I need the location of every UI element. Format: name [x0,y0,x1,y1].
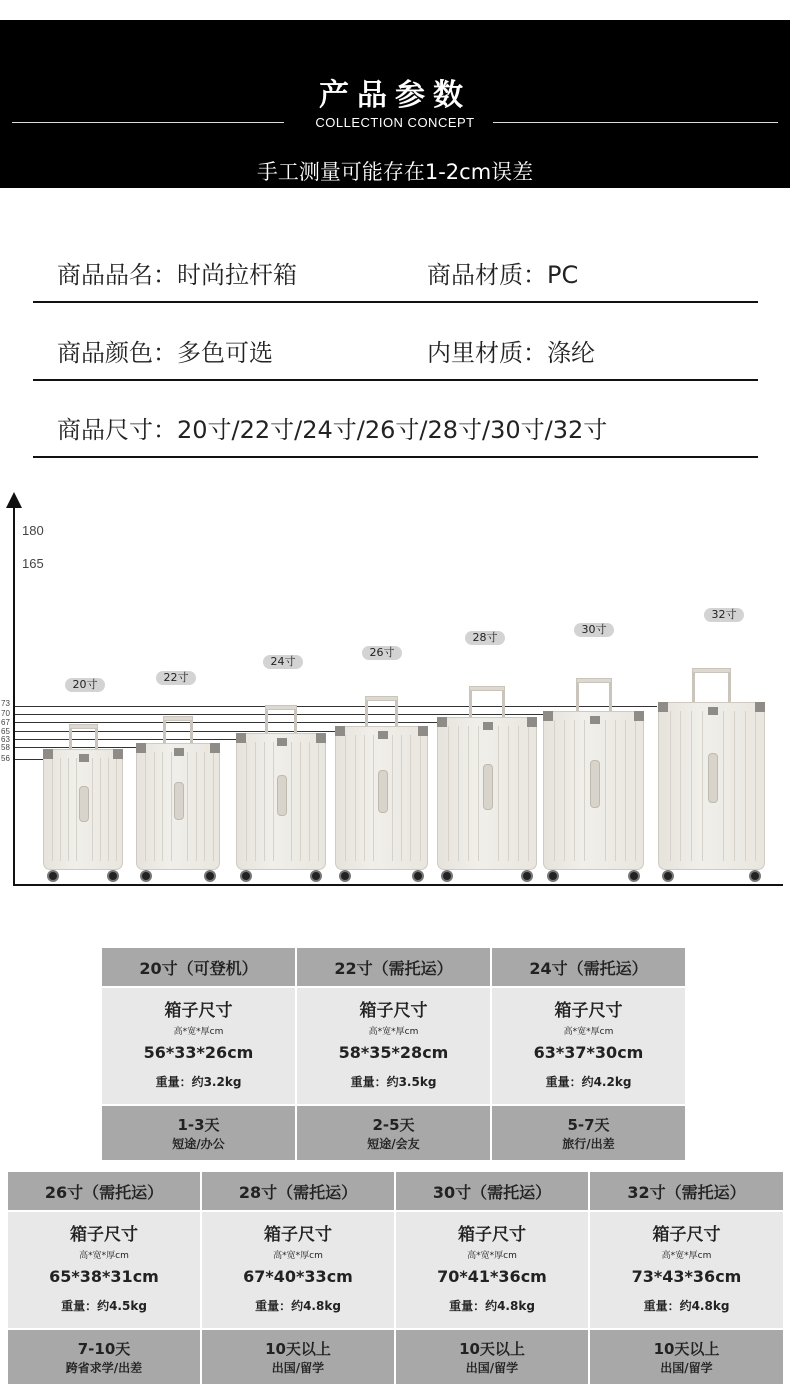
dims-value: 56*33*26cm [143,1043,254,1062]
y-tick-58: 58 [1,743,10,752]
wheel-icon [412,870,424,882]
suitcase-shell [236,733,326,870]
trip-days: 10天以上 [653,1340,720,1358]
weight-line [590,1295,783,1314]
side-grip [483,764,493,810]
shell-rib [273,742,274,861]
brand-badge [708,707,718,715]
weight-line [492,1071,685,1090]
weight-value: 约4.5kg [97,1299,147,1313]
dims-label: 高*宽*厚cm [273,1251,323,1261]
corner-guard [210,743,220,753]
trolley-handle [163,716,193,721]
wheel-icon [441,870,453,882]
spec-foot [297,1106,490,1160]
param-size-label: 商品尺寸： [57,416,177,444]
param-divider [33,379,758,381]
shell-rib [605,720,606,861]
spec-foot [102,1106,295,1160]
height-guide-line [15,759,43,760]
shell-rib [246,742,247,861]
trolley-handle [265,705,297,710]
param-size [57,410,607,445]
dims-label: 高*宽*厚cm [173,1027,224,1037]
param-name-value: 时尚拉杆箱 [177,261,297,289]
corner-guard [113,749,123,759]
param-divider [33,456,758,458]
shell-rib [264,742,265,861]
param-lining-value: 涤纶 [547,339,595,367]
box-size-title: 箱子尺寸 [554,1001,623,1021]
suitcase-shell [437,717,537,870]
param-color-value: 多色可选 [177,339,273,367]
case-label-26: 26寸 [362,646,402,660]
box-size-title: 箱子尺寸 [164,1001,233,1021]
param-name-label: 商品品名： [57,261,177,289]
suitcase [335,696,428,882]
spec-head: 22寸（需托运） [297,948,490,986]
shell-rib [68,758,69,861]
shell-rib [691,711,692,861]
wheel-icon [140,870,152,882]
header-subtitle: COLLECTION CONCEPT [315,115,475,130]
trip-use: 旅行/出差 [562,1137,615,1151]
spec-table-bottom [8,1172,783,1384]
shell-rib [680,711,681,861]
shell-rib [584,720,585,861]
weight-value: 约4.8kg [679,1299,730,1313]
shell-rib [108,758,109,861]
trolley-handle [692,668,731,673]
suitcase [136,716,220,882]
trip-use: 短途/办公 [172,1137,225,1151]
weight-label: 重量： [155,1075,192,1089]
shell-rib [745,711,746,861]
suitcase-shell [658,702,765,870]
box-size-title: 箱子尺寸 [458,1225,526,1245]
y-tick-73: 73 [1,699,10,708]
param-divider [33,301,758,303]
weight-value: 约4.2kg [581,1075,632,1089]
trolley-handle [69,724,98,729]
suitcase [543,678,644,882]
shell-rib [498,726,499,861]
case-label-32: 32寸 [704,608,744,622]
shell-rib [162,752,163,861]
corner-guard [437,717,447,727]
brand-badge [590,716,600,724]
dims-label: 高*宽*厚cm [467,1251,517,1261]
corner-guard [335,726,345,736]
param-color-label: 商品颜色： [57,339,177,367]
weight-line [8,1295,200,1314]
case-label-22: 22寸 [156,671,196,685]
param-material [427,255,578,290]
trolley-handle [365,696,398,701]
side-grip [378,770,388,813]
shell-rib [723,711,724,861]
y-tick-180: 180 [22,523,44,538]
page-title: 产品参数 [319,78,471,113]
param-color [57,333,273,368]
spec-foot [202,1330,394,1384]
shell-rib [213,752,214,861]
trip-use: 出国/留学 [271,1361,325,1375]
side-grip [277,775,287,816]
shell-rib [574,720,575,861]
weight-value: 约4.8kg [291,1299,341,1313]
suitcase [437,686,537,882]
case-label-24: 24寸 [263,655,303,669]
shell-rib [196,752,197,861]
param-name [57,255,297,290]
side-grip [79,786,89,822]
wheel-icon [662,870,674,882]
corner-guard [755,702,765,712]
corner-guard [634,711,644,721]
brand-badge [277,738,287,746]
spec-head: 20寸（可登机） [102,948,295,986]
shell-rib [373,735,374,861]
spec-body [102,988,295,1104]
shell-rib [116,758,117,861]
spec-head: 24寸（需托运） [492,948,685,986]
suitcase-shell [136,743,220,870]
wheel-icon [339,870,351,882]
trip-days: 7-10天 [77,1340,131,1358]
spec-head: 26寸（需托运） [8,1172,200,1210]
wheel-icon [204,870,216,882]
shell-rib [670,711,671,861]
shell-rib [300,742,301,861]
shell-rib [145,752,146,861]
weight-line [202,1295,394,1314]
case-label-28: 28寸 [465,631,505,645]
brand-badge [79,754,89,762]
spec-body [202,1212,394,1328]
shell-rib [702,711,703,861]
spec-table-top [102,948,683,1160]
weight-value: 约3.5kg [386,1075,437,1089]
shell-rib [187,752,188,861]
box-size-title: 箱子尺寸 [359,1001,428,1021]
side-grip [708,753,718,803]
dims-value: 73*43*36cm [631,1267,742,1286]
shell-rib [755,711,756,861]
side-grip [174,782,184,820]
shell-rib [100,758,101,861]
header-banner [0,20,790,188]
box-size-title: 箱子尺寸 [652,1225,721,1245]
corner-guard [527,717,537,727]
trip-days: 10天以上 [459,1340,525,1358]
box-size-title: 箱子尺寸 [264,1225,332,1245]
weight-label: 重量： [449,1299,486,1313]
corner-guard [136,743,146,753]
shell-rib [309,742,310,861]
shell-rib [528,726,529,861]
weight-label: 重量： [545,1075,582,1089]
x-axis [13,884,783,886]
shell-rib [92,758,93,861]
dims-value: 58*35*28cm [338,1043,449,1062]
spec-body [8,1212,200,1328]
spec-head: 32寸（需托运） [590,1172,783,1210]
weight-label: 重量： [255,1299,292,1313]
param-material-label: 商品材质： [427,261,547,289]
shell-rib [508,726,509,861]
brand-badge [174,748,184,756]
shell-rib [420,735,421,861]
shell-rib [204,752,205,861]
trolley-rod [728,672,731,706]
dims-label: 高*宽*厚cm [79,1251,129,1261]
shell-rib [615,720,616,861]
spec-head: 28寸（需托运） [202,1172,394,1210]
y-tick-70: 70 [1,709,10,718]
box-size-title: 箱子尺寸 [70,1225,138,1245]
param-size-value: 20寸/22寸/24寸/26寸/28寸/30寸/32寸 [177,416,608,444]
corner-guard [236,733,246,743]
header-divider-right [493,122,778,123]
spec-foot [590,1330,783,1384]
trip-days: 10天以上 [265,1340,331,1358]
shell-rib [52,758,53,861]
corner-guard [43,749,53,759]
suitcase [236,705,326,882]
suitcase [658,668,765,882]
weight-label: 重量： [350,1075,387,1089]
shell-rib [60,758,61,861]
trip-use: 出国/留学 [465,1361,519,1375]
shell-rib [255,742,256,861]
trolley-rod [692,672,695,706]
dims-value: 65*38*31cm [49,1267,159,1286]
spec-body [297,988,490,1104]
dims-label: 高*宽*厚cm [661,1251,712,1261]
spec-body [396,1212,588,1328]
shell-rib [564,720,565,861]
shell-rib [291,742,292,861]
wheel-icon [107,870,119,882]
y-axis [13,505,15,885]
shell-rib [554,720,555,861]
spec-foot [8,1330,200,1384]
suitcase [43,724,123,882]
y-tick-67: 67 [1,718,10,727]
trip-days: 1-3天 [177,1116,220,1134]
shell-rib [355,735,356,861]
trolley-handle [469,686,505,691]
y-tick-65: 65 [1,727,10,736]
spec-foot [396,1330,588,1384]
trip-days: 2-5天 [372,1116,415,1134]
side-grip [590,760,600,808]
spec-body [492,988,685,1104]
param-lining [427,333,595,368]
shell-rib [635,720,636,861]
shell-rib [401,735,402,861]
case-label-30: 30寸 [574,623,614,637]
wheel-icon [240,870,252,882]
corner-guard [418,726,428,736]
y-tick-165: 165 [22,556,44,571]
shell-rib [410,735,411,861]
trip-days: 5-7天 [567,1116,610,1134]
spec-body [590,1212,783,1328]
shell-rib [392,735,393,861]
trip-use: 跨省求学/出差 [65,1361,143,1375]
shell-rib [518,726,519,861]
trip-use: 短途/会友 [367,1137,420,1151]
shell-rib [458,726,459,861]
corner-guard [316,733,326,743]
shell-rib [448,726,449,861]
y-tick-56: 56 [1,754,10,763]
dims-value: 67*40*33cm [243,1267,353,1286]
weight-label: 重量： [61,1299,98,1313]
suitcase-shell [43,749,123,870]
param-material-value: PC [547,261,579,289]
shell-rib [76,758,77,861]
y-tick-63: 63 [1,735,10,744]
weight-line [297,1071,490,1090]
shell-rib [318,742,319,861]
shell-rib [154,752,155,861]
brand-badge [378,731,388,739]
shell-rib [478,726,479,861]
dims-value: 70*41*36cm [437,1267,547,1286]
dims-label: 高*宽*厚cm [563,1027,614,1037]
wheel-icon [547,870,559,882]
shell-rib [734,711,735,861]
dims-value: 63*37*30cm [533,1043,644,1062]
shell-rib [364,735,365,861]
shell-rib [625,720,626,861]
param-lining-label: 内里材质： [427,339,547,367]
weight-value: 约4.8kg [485,1299,535,1313]
suitcase-shell [335,726,428,870]
corner-guard [543,711,553,721]
wheel-icon [749,870,761,882]
measurement-note: 手工测量可能存在1-2cm误差 [256,160,534,184]
wheel-icon [628,870,640,882]
trip-use: 出国/留学 [660,1361,713,1375]
shell-rib [468,726,469,861]
dims-label: 高*宽*厚cm [368,1027,419,1037]
corner-guard [658,702,668,712]
weight-line [396,1295,588,1314]
wheel-icon [310,870,322,882]
shell-rib [171,752,172,861]
weight-label: 重量： [643,1299,680,1313]
weight-value: 约3.2kg [191,1075,242,1089]
weight-line [102,1071,295,1090]
spec-head: 30寸（需托运） [396,1172,588,1210]
wheel-icon [47,870,59,882]
suitcase-shell [543,711,644,870]
wheel-icon [521,870,533,882]
case-label-20: 20寸 [65,678,105,692]
brand-badge [483,722,493,730]
spec-foot [492,1106,685,1160]
trolley-handle [576,678,612,683]
shell-rib [345,735,346,861]
